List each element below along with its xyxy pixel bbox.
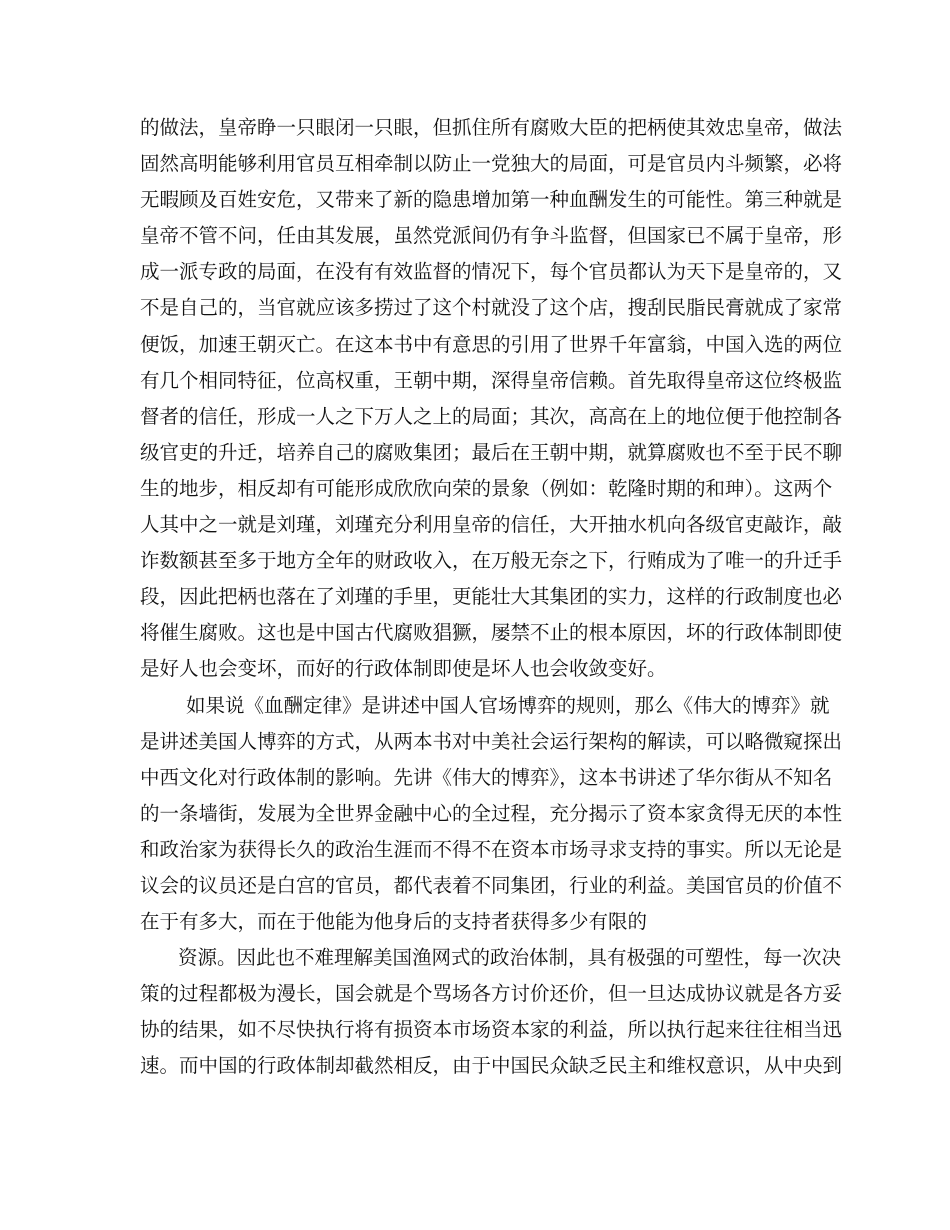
body-text [140, 110, 843, 1085]
text-line: 人其中之一就是刘瑾，刘瑾充分利用皇帝的信任，大开抽水机向各级官吏敲诈，敲 [140, 513, 843, 537]
text-line: 级官吏的升迁，培养自己的腐败集团；最后在王朝中期，就算腐败也不至于民不聊 [140, 440, 843, 464]
text-line: 成一派专政的局面，在没有有效监督的情况下，每个官员都认为天下是皇帝的，又 [140, 260, 843, 284]
text-line: 议会的议员还是白宫的官员，都代表着不同集团，行业的利益。美国官员的价值不 [140, 873, 843, 897]
text-line: 固然高明能够利用官员互相牵制以防止一党独大的局面，可是官员内斗频繁，必将 [140, 152, 843, 176]
text-line: 有几个相同特征，位高权重，王朝中期，深得皇帝信赖。首先取得皇帝这位终极监 [140, 368, 843, 392]
text-line: 便饭，加速王朝灭亡。在这本书中有意思的引用了世界千年富翁，中国入选的两位 [140, 332, 843, 356]
text-line: 将催生腐败。这也是中国古代腐败猖獗，屡禁不止的根本原因，坏的行政体制即使 [140, 621, 843, 645]
text-line: 诈数额甚至多于地方全年的财政收入，在万般无奈之下，行贿成为了唯一的升迁手 [140, 549, 843, 573]
text-line: 如果说《血酬定律》是讲述中国人官场博弈的规则，那么《伟大的博弈》就 [186, 693, 830, 717]
text-line: 的做法，皇帝睁一只眼闭一只眼，但抓住所有腐败大臣的把柄使其效忠皇帝，做法 [140, 116, 843, 139]
text-line: 的一条墙街，发展为全世界金融中心的全过程，充分揭示了资本家贪得无厌的本性 [140, 801, 843, 825]
text-line: 无暇顾及百姓安危，又带来了新的隐患增加第一种血酬发生的可能性。第三种就是 [140, 188, 843, 212]
text-line: 是好人也会变坏，而好的行政体制即使是坏人也会收敛变好。 [140, 657, 667, 681]
text-line: 速。而中国的行政体制却截然相反，由于中国民众缺乏民主和维权意识，从中央到 [140, 1054, 843, 1078]
text-line: 不是自己的，当官就应该多捞过了这个村就没了这个店，搜刮民脂民膏就成了家常 [140, 296, 843, 320]
text-line: 协的结果，如不尽快执行将有损资本市场资本家的利益，所以执行起来往往相当迅 [140, 1018, 843, 1042]
text-line: 在于有多大，而在于他能为他身后的支持者获得多少有限的 [140, 910, 648, 934]
text-line: 中西文化对行政体制的影响。先讲《伟大的博弈》，这本书讲述了华尔街从不知名 [140, 765, 833, 789]
text-line: 生的地步，相反却有可能形成欣欣向荣的景象（例如：乾隆时期的和珅）。这两个 [140, 476, 833, 500]
text-line: 资源。因此也不难理解美国渔网式的政治体制，具有极强的可塑性，每一次决 [178, 946, 842, 970]
text-line: 和政治家为获得长久的政治生涯而不得不在资本市场寻求支持的事实。所以无论是 [140, 837, 843, 861]
text-line: 是讲述美国人博弈的方式，从两本书对中美社会运行架构的解读，可以略微窥探出 [140, 729, 843, 753]
text-line: 皇帝不管不问，任由其发展，虽然党派间仍有争斗监督，但国家已不属于皇帝，形 [140, 224, 843, 248]
text-line: 段，因此把柄也落在了刘瑾的手里，更能壮大其集团的实力，这样的行政制度也必 [140, 585, 843, 609]
text-line: 策的过程都极为漫长，国会就是个骂场各方讨价还价，但一旦达成协议就是各方妥 [140, 982, 843, 1006]
text-line: 督者的信任，形成一人之下万人之上的局面；其次，高高在上的地位便于他控制各 [140, 404, 843, 428]
